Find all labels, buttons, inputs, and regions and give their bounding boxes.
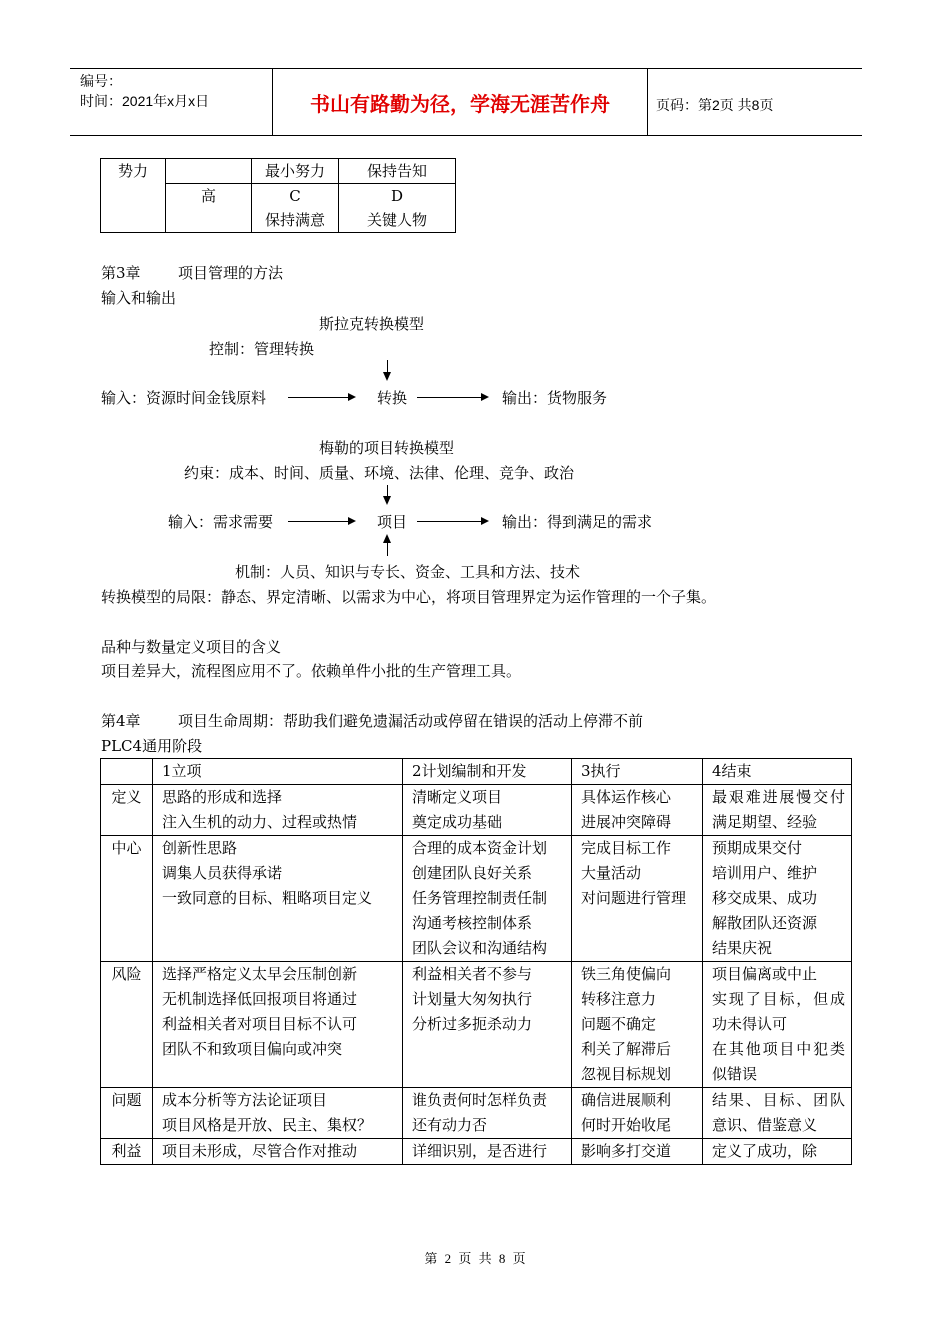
slack-control-line — [387, 360, 388, 372]
plc-cell — [403, 785, 572, 836]
plc-cell — [403, 836, 572, 962]
plc-cell — [153, 785, 403, 836]
header-meta — [70, 69, 273, 135]
plc-cell-line: 大量活动 — [581, 864, 642, 882]
plc-cell-line: 实现了目标，但成功未得认可 — [712, 990, 845, 1033]
plc-cell-line: 最艰难进展慢交付满足期望、经验 — [712, 788, 845, 831]
plc-cell-line: 思路的形成和选择 — [162, 788, 283, 806]
plc-cell-line: 利益相关者对项目目标不认可 — [162, 1015, 358, 1033]
plc-cell-line: 团队会议和沟通结构 — [412, 939, 548, 957]
chapter3-title: 项目管理的方法 — [178, 264, 284, 282]
header-motto: 书山有路勤为径，学海无涯苦作舟 — [273, 69, 648, 135]
plc-cell-line: 还有动力否 — [412, 1116, 488, 1134]
maylor-output-label: 输出：得到满足的需求 — [502, 513, 653, 531]
plc-row-label: 中心 — [101, 836, 153, 962]
variety-volume-text: 项目差异大，流程图应用不了。依赖单件小批的生产管理工具。 — [101, 662, 522, 680]
plc-cell-line: 具体运作核心 — [581, 788, 672, 806]
plc-row-label: 问题 — [101, 1088, 153, 1139]
plc-cell-line: 完成目标工作 — [581, 839, 672, 857]
plc-cell-line: 合理的成本资金计划 — [412, 839, 548, 857]
plc-cell — [403, 962, 572, 1088]
plc-cell-line: 计划量大匆匆执行 — [412, 990, 533, 1008]
plc-row — [101, 1139, 852, 1165]
plc-header-cell: 3执行 — [572, 759, 703, 785]
plc-cell — [403, 1139, 572, 1165]
maylor-mechanism-label: 机制：人员、知识与专长、资金、工具和方法、技术 — [235, 563, 581, 581]
plc-cell-line: 清晰定义项目 — [412, 788, 503, 806]
plc-cell-line: 移交成果、成功 — [712, 889, 818, 907]
plc-cell-line: 铁三角使偏向 — [581, 965, 672, 983]
plc-cell-line: 利关了解滞后 — [581, 1040, 672, 1058]
plc-cell-line: 注入生机的动力、过程或热情 — [162, 813, 358, 831]
plc-cell — [153, 962, 403, 1088]
doc-time-label: 时间：2021年x月x日 — [80, 93, 210, 109]
plc-cell-line: 调集人员获得承诺 — [162, 864, 283, 882]
variety-volume-heading: 品种与数量定义项目的含义 — [101, 638, 282, 656]
plc-cell — [153, 836, 403, 962]
plc-cell-line: 详细识别，是否进行 — [412, 1142, 548, 1160]
slack-output-arrow — [417, 397, 487, 398]
plc-cell — [153, 1139, 403, 1165]
quadrant-d-cell — [339, 184, 456, 233]
plc-row — [101, 1088, 852, 1139]
maylor-constraint-arrowhead — [383, 496, 391, 505]
plc-cell-line: 无机制选择低回报项目将通过 — [162, 990, 358, 1008]
power-empty-cell — [166, 159, 252, 184]
plc-header-row — [101, 759, 852, 785]
slack-input-arrow — [288, 397, 354, 398]
maylor-output-arrow — [417, 521, 487, 522]
plc-cell-line: 影响多打交道 — [581, 1142, 672, 1160]
plc-cell-line: 沟通考核控制体系 — [412, 914, 533, 932]
plc-cell-line: 在其他项目中犯类似错误 — [712, 1040, 845, 1083]
chapter4-number: 第4章 — [101, 712, 141, 730]
quadrant-c-text: 保持满意 — [264, 211, 325, 229]
plc-cell-line: 谁负责何时怎样负责 — [412, 1091, 548, 1109]
power-row-label: 势力 — [101, 159, 166, 233]
plc-cell-line: 问题不确定 — [581, 1015, 657, 1033]
slack-control-arrowhead — [383, 372, 391, 381]
maylor-model-title: 梅勒的项目转换模型 — [319, 439, 455, 457]
doc-number-label: 编号： — [80, 73, 122, 89]
plc-row-label: 风险 — [101, 962, 153, 1088]
plc-row-label: 定义 — [101, 785, 153, 836]
plc-cell-line: 解散团队还资源 — [712, 914, 818, 932]
slack-center-label: 转换 — [377, 389, 408, 407]
slack-model-title: 斯拉克转换模型 — [319, 315, 425, 333]
plc-cell-line: 结果庆祝 — [712, 939, 773, 957]
plc-cell-line: 忽视目标规划 — [581, 1065, 672, 1083]
plc-row — [101, 962, 852, 1088]
plc-header-cell: 4结束 — [703, 759, 852, 785]
plc-header-cell: 2计划编制和开发 — [403, 759, 572, 785]
plc-cell — [703, 836, 852, 962]
plc-cell — [572, 836, 703, 962]
power-interest-table — [100, 158, 456, 233]
chapter4-subtitle: PLC4通用阶段 — [101, 737, 203, 755]
plc-cell — [703, 1139, 852, 1165]
plc-cell — [572, 1088, 703, 1139]
plc-cell-line: 奠定成功基础 — [412, 813, 503, 831]
plc-cell-line: 定义了成功，除 — [712, 1142, 818, 1160]
plc-cell-line: 任务管理控制责任制 — [412, 889, 548, 907]
plc-cell — [703, 785, 852, 836]
plc-cell-line: 分析过多扼杀动力 — [412, 1015, 533, 1033]
plc-cell-line: 项目未形成，尽管合作对推动 — [162, 1142, 358, 1160]
plc-cell — [703, 962, 852, 1088]
plc-header-cell — [101, 759, 153, 785]
power-high-cell: 高 — [166, 184, 252, 233]
plc-cell-line: 项目风格是开放、民主、集权？ — [162, 1116, 373, 1134]
keep-informed-cell: 保持告知 — [339, 159, 456, 184]
plc-cell-line: 成本分析等方法论证项目 — [162, 1091, 328, 1109]
plc-cell-line: 培训用户、维护 — [712, 864, 818, 882]
plc-cell-line: 团队不和致项目偏向或冲突 — [162, 1040, 343, 1058]
plc-cell — [572, 1139, 703, 1165]
chapter4-title: 项目生命周期：帮助我们避免遗漏活动或停留在错误的活动上停滞不前 — [178, 712, 644, 730]
plc-cell — [703, 1088, 852, 1139]
plc-cell-line: 利益相关者不参与 — [412, 965, 533, 983]
plc-row — [101, 785, 852, 836]
plc-stage-table — [100, 758, 852, 1165]
plc-cell-line: 转移注意力 — [581, 990, 657, 1008]
maylor-input-arrow — [288, 521, 354, 522]
plc-cell — [572, 962, 703, 1088]
plc-cell — [572, 785, 703, 836]
quadrant-c-letter: C — [289, 187, 301, 205]
plc-cell-line: 创新性思路 — [162, 839, 238, 857]
maylor-input-label: 输入：需求需要 — [168, 513, 274, 531]
page-footer: 第 2 页 共 8 页 — [424, 1251, 526, 1266]
maylor-mechanism-line — [387, 543, 388, 556]
slack-input-label: 输入：资源时间金钱原料 — [101, 389, 267, 407]
plc-cell-line: 对问题进行管理 — [581, 889, 687, 907]
plc-cell-line: 一致同意的目标、粗略项目定义 — [162, 889, 373, 907]
min-effort-cell: 最小努力 — [252, 159, 339, 184]
plc-cell — [403, 1088, 572, 1139]
maylor-center-label: 项目 — [377, 513, 408, 531]
plc-cell-line: 结果、目标、团队意识、借鉴意义 — [712, 1091, 845, 1134]
plc-cell-line: 选择严格定义太早会压制创新 — [162, 965, 358, 983]
plc-cell-line: 确信进展顺利 — [581, 1091, 672, 1109]
plc-cell-line: 进展冲突障碍 — [581, 813, 672, 831]
plc-cell-line: 何时开始收尾 — [581, 1116, 672, 1134]
plc-cell-line: 预期成果交付 — [712, 839, 803, 857]
header-page-label: 页码：第2页 共8页 — [656, 97, 774, 113]
quadrant-d-letter: D — [390, 187, 404, 205]
plc-cell-line: 创建团队良好关系 — [412, 864, 533, 882]
maylor-constraint-label: 约束：成本、时间、质量、环境、法律、伦理、竞争、政治 — [184, 464, 575, 482]
quadrant-c-cell — [252, 184, 339, 233]
chapter3-subtitle: 输入和输出 — [101, 289, 177, 307]
chapter3-number: 第3章 — [101, 264, 141, 282]
slack-control-label: 控制：管理转换 — [209, 340, 315, 358]
maylor-mechanism-arrowhead — [383, 534, 391, 543]
plc-cell-line: 项目偏离或中止 — [712, 965, 818, 983]
slack-output-label: 输出：货物服务 — [502, 389, 608, 407]
plc-row — [101, 836, 852, 962]
plc-row-label: 利益 — [101, 1139, 153, 1165]
plc-header-cell: 1立项 — [153, 759, 403, 785]
model-limitation-text: 转换模型的局限：静态、界定清晰、以需求为中心，将项目管理界定为运作管理的一个子集。 — [101, 588, 717, 606]
plc-cell — [153, 1088, 403, 1139]
page-header — [70, 68, 862, 136]
quadrant-d-text: 关键人物 — [366, 211, 427, 229]
